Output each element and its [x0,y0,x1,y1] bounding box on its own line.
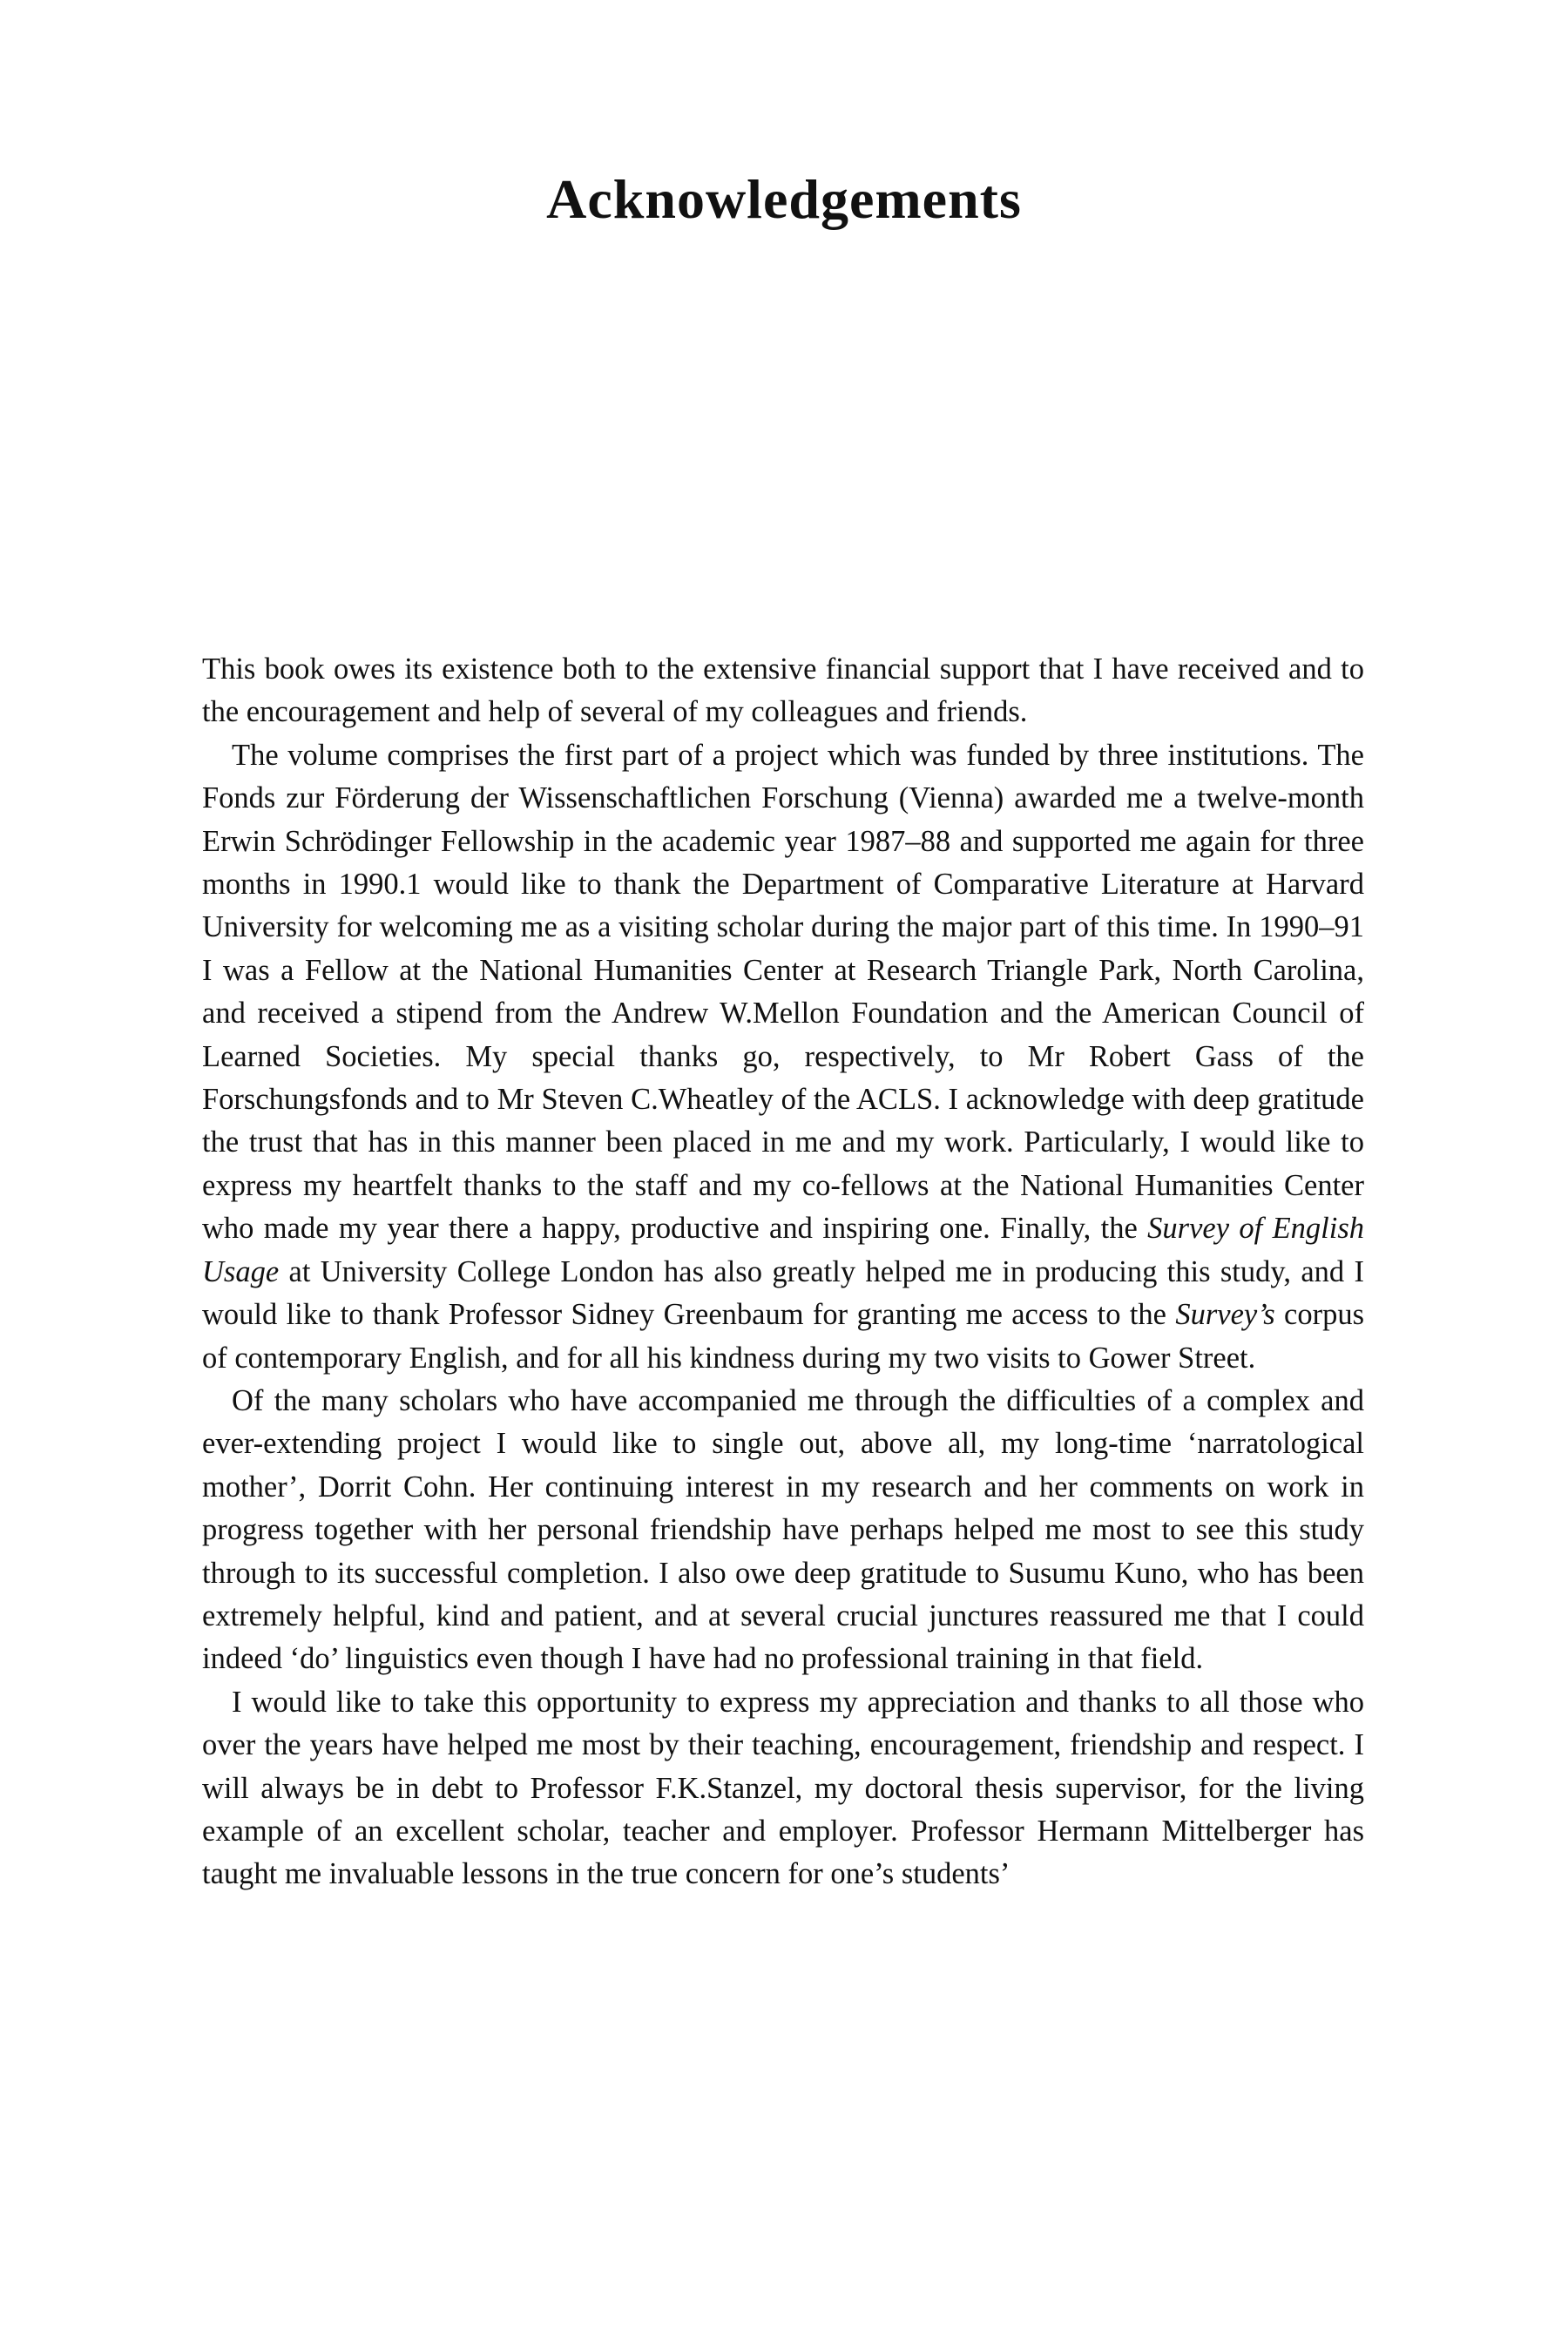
paragraph [202,1380,1364,1681]
text-segment: I would like to take this opportunity to express my appreciation and thanks to all those who over the years have helped me most by their teaching, encouragement, friendship and respect. I will always be in debt to Professor F.K.Stanzel, my doctoral thesis supervisor, for the living example of an excellent scholar, teacher and employer. Professor Hermann Mittelberger has taught me invaluable lessons in the true concern for one’s students’ [202,1685,1364,1891]
paragraph [202,734,1364,1380]
paragraph [202,648,1364,734]
page-title: Acknowledgements [546,168,1022,230]
text-segment: corpus of contemporary English, and for all his kindness during my two visits to Gower Street. [202,1298,1365,1375]
italic-title-segment: Survey’s [1175,1298,1275,1332]
text-segment: Of the many scholars who have accompanied me through the difficulties of a complex and ever-extending project I would like to single out, above all, my long-time ‘narratological mother’, Dorrit Cohn. Her continuing interest in my research and her comments on work in progress together with her personal friendship have perhaps helped me most to see this study through to its successful completion. I also owe deep gratitude to Susumu Kuno, who has been extremely helpful, kind and patient, and at several crucial junctures reassured me that I could indeed ‘do’ linguistics even though I have had no professional training in that field. [202,1383,1364,1676]
italic-title-segment: Survey of English Usage [202,1212,1365,1288]
body-text [202,648,1364,1896]
text-segment: This book owes its existence both to the extensive financial support that I have received and to the encouragement and help of several of my colleagues and friends. [202,652,1364,729]
paragraph [202,1681,1364,1896]
text-segment: The volume comprises the first part of a project which was funded by three institutions. The Fonds zur Förderung der Wissenschaftlichen Forschung (Vienna) awarded me a twelve-month Erwin Schrödinger Fellowship in the academic year 1987–88 and supported me again for three months in 1990.1 would like to thank the Department of Comparative Literature at Harvard University for welcoming me as a visiting scholar during the major part of this time. In 1990–91 I was a Fellow at the National Humanities Center at Research Triangle Park, North Carolina, and received a stipend from the Andrew W.Mellon Foundation and the American Council of Learned Societies. My special thanks go, respectively, to Mr Robert Gass of the Forschungsfonds and to Mr Steven C.Wheatley of the ACLS. I acknowledge with deep gratitude the trust that has in this manner been placed in me and my work. Particularly, I would like to express my heartfelt thanks to the staff and my co-fellows at the National Humanities Center who made my year there a happy, productive and inspiring one. Finally, the [202,738,1364,1246]
text-segment: at University College London has also greatly helped me in producing this study, and I would like to thank Professor Sidney Greenbaum for granting me access to the [202,1254,1364,1332]
